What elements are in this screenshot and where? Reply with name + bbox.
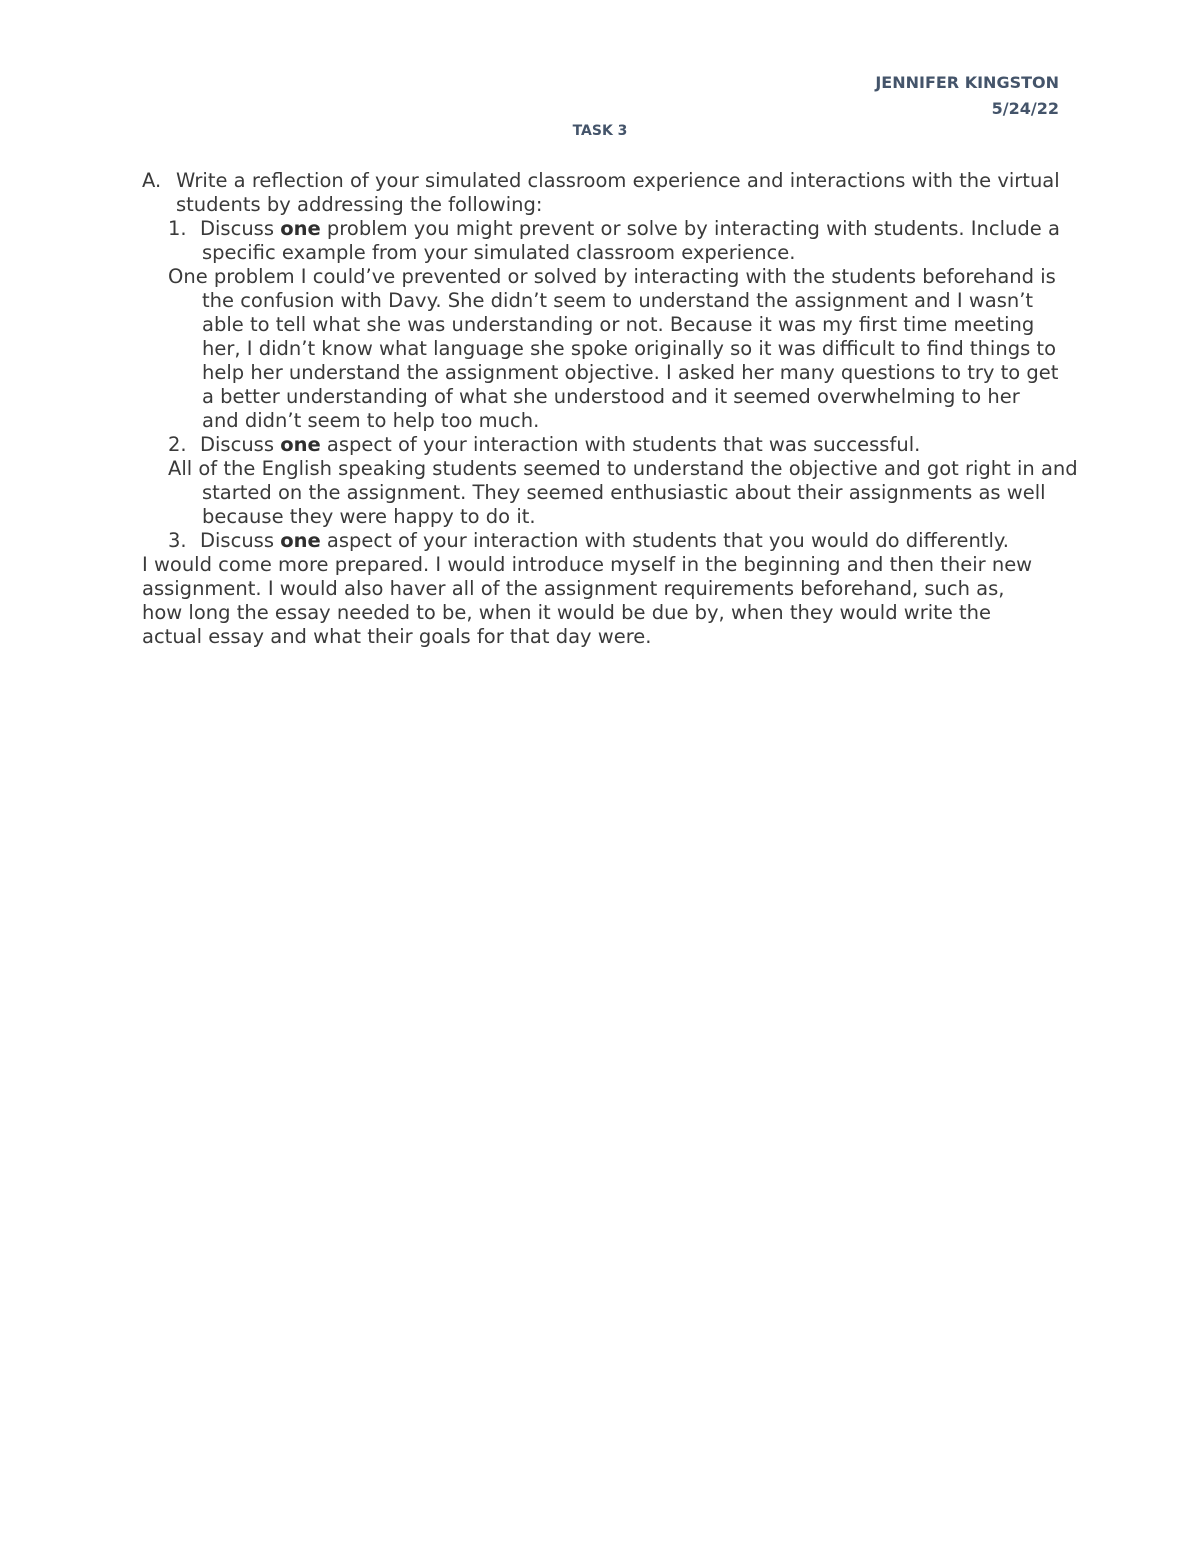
question-text-pre: Discuss <box>200 217 281 240</box>
task-title: TASK 3 <box>572 123 628 139</box>
question-text-post: aspect of your interaction with students that you would do differently. <box>320 529 1009 552</box>
document-header <box>875 70 1059 122</box>
question-number: 3. <box>168 529 187 552</box>
question-emphasis: one <box>280 433 321 456</box>
response-2: All of the English speaking students seemed to understand the objective and got right in and started on the assignment. They seemed enthusiastic about their assignments as well because they were happy to do it. <box>168 457 1078 528</box>
document-body <box>142 169 1078 649</box>
question-item-1 <box>142 217 1082 265</box>
response-1: One problem I could’ve prevented or solved by interacting with the students beforehand is the confusion with Davy. She didn’t seem to understand the assignment and I wasn’t able to tell what she was understanding or not. Because it was my first time meeting her, I didn’t know what language she spoke originally so it was difficult to find things to help her understand the assignment objective. I asked her many questions to try to get a better understanding of what she understood and it seemed overwhelming to her and didn’t seem to help too much. <box>168 265 1059 432</box>
question-item-2 <box>142 433 1082 457</box>
question-emphasis: one <box>280 529 321 552</box>
question-number: 1. <box>168 217 187 240</box>
question-text-pre: Discuss <box>200 529 281 552</box>
prompt-marker: A. <box>142 169 162 192</box>
question-text-post: aspect of your interaction with students that was successful. <box>320 433 921 456</box>
question-text-pre: Discuss <box>200 433 281 456</box>
prompt-a <box>142 169 1076 217</box>
question-text-post: problem you might prevent or solve by interacting with students. Include a specific example from your simulated classroom experience. <box>202 217 1060 264</box>
prompt-text: Write a reflection of your simulated classroom experience and interactions with the virtual students by addressing the following: <box>176 169 1060 216</box>
question-emphasis: one <box>280 217 321 240</box>
author-name: JENNIFER KINGSTON <box>875 73 1059 92</box>
response-3: I would come more prepared. I would introduce myself in the beginning and then their new assignment. I would also haver all of the assignment requirements beforehand, such as, how long the essay needed to be, when it would be due by, when they would write the actual essay and what their goals for that day were. <box>142 553 1033 648</box>
question-number: 2. <box>168 433 187 456</box>
document-date: 5/24/22 <box>991 99 1059 118</box>
question-item-3 <box>142 529 1102 553</box>
